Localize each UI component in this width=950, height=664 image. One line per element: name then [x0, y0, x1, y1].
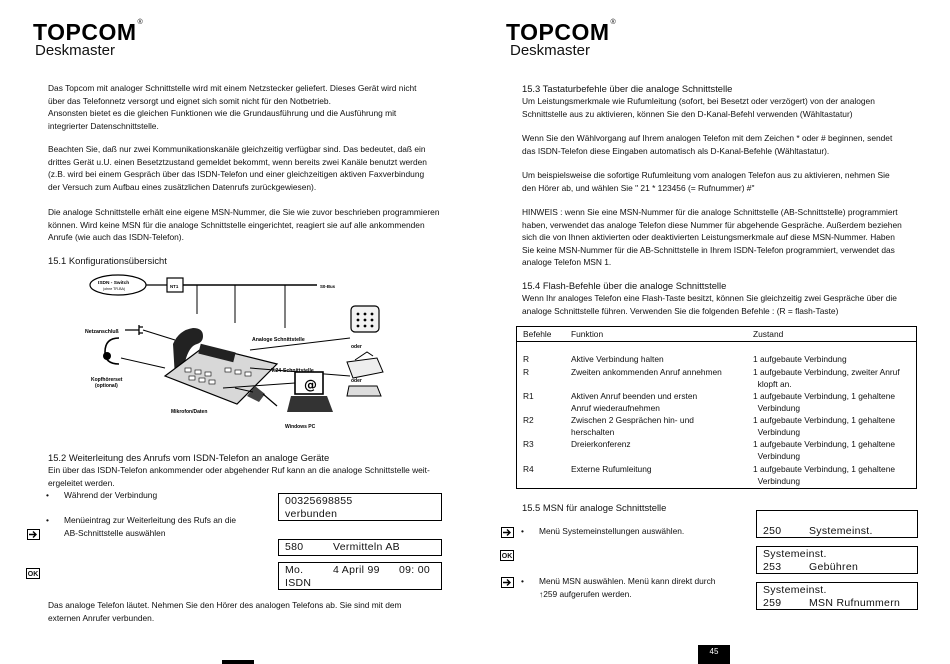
- product-name-right: Deskmaster: [510, 42, 591, 59]
- lcd-display-transfer: 580 Vermitteln AB: [278, 539, 442, 556]
- label-nt1: NT1: [170, 284, 179, 289]
- label-oder-1: oder: [351, 344, 362, 350]
- flash-intro-paragraph: Wenn Ihr analoges Telefon eine Flash-Taste besitzt, können Sie gleichzeitig zwei Gespräche über die analoge Schnittstelle führen. Verwenden Sie die folgenden Befehle : (R = flash-Taste): [522, 293, 897, 316]
- label-s0-bus: S0-Bus: [320, 284, 336, 289]
- intro-paragraph: Das Topcom mit analoger Schnittstelle wird mit einem Netzstecker geliefert. Dieses Gerät wird nicht über das Telefonnetz versorgt und eignet sich somit nicht für den Notbetrieb. Ansonsten bietet es die gleichen Funktionen wie die Grundausführung und die Ausführung mit integrierter Datenschnittstelle.: [48, 83, 417, 131]
- arrow-up-icon: ↑: [539, 588, 544, 599]
- lcd-display-connected: 00325698855 verbunden: [278, 493, 442, 521]
- bullet-select-settings: • Menü Systemeinstellungen auswählen.: [539, 525, 684, 538]
- brand-logo-right: TOPCOM®: [506, 19, 617, 45]
- label-headset: Kopfhörerset: [91, 377, 123, 383]
- lcd-display-charges: Systemeinst. 253 Gebühren: [756, 546, 918, 574]
- bullet-select-msn: • Menü MSN auswählen. Menü kann direkt durch ↑259 aufgerufen werden.: [539, 575, 749, 600]
- modem-icon: [347, 386, 381, 396]
- section-15-2-heading: 15.2 Weiterleitung des Anrufs vom ISDN-Telefon an analoge Geräte: [48, 452, 330, 463]
- power-plug-icon: [125, 325, 143, 335]
- label-oder-2: oder: [351, 378, 362, 384]
- label-mikrofon: Mikrofon/Daten: [171, 409, 208, 415]
- page-number: 45: [698, 645, 730, 664]
- bullet-forward-menu: • Menüeintrag zur Weiterleitung des Rufs an die AB-Schnittstelle auswählen: [64, 514, 264, 539]
- channels-paragraph: Beachten Sie, daß nur zwei Kommunikationskanäle gleichzeitig verfügbar sind. Das bedeutet, daß ein drittes Gerät u.U. einen Besetztzustand gemeldet bekommt, wenn bereits zwei Kanäle benutzt werden (z.B. wird bei einem Gespräch über das ISDN-Telefon und einer gleichzeitigen aktiven Faxverbindung der Versuch zum Aufbau eines zusätzlichen Datenrufs zurückgewiesen).: [48, 144, 427, 192]
- arrow-right-icon: [501, 577, 514, 588]
- product-name-left: Deskmaster: [35, 42, 116, 59]
- hint-paragraph: HINWEIS : wenn Sie eine MSN-Nummer für die analoge Schnittstelle (AB-Schnittstelle) programmiert haben, verwendet das analoge Telefon diese Nummer für abgehende Gespräche. Außerdem beziehen sich die von Ihnen aktivierten oder deaktivierten Leistungsmerkmale auf diese MSN-Nummer. Haben Sie keine MSN-Nummer für die AB-Schnittstelle in Ihrem ISDN-Telefon programmiert, verwendet das analoge Telefon MSN 1.: [522, 207, 902, 268]
- ok-key-icon: OK: [500, 550, 514, 561]
- arrow-right-icon: [27, 529, 40, 540]
- brand-logo-left: TOPCOM®: [33, 19, 144, 45]
- table-header-commands: Befehle: [523, 329, 552, 339]
- label-isdn-switch: ISDN - Switch: [98, 281, 130, 286]
- section-15-5-heading: 15.5 MSN für analoge Schnittstelle: [522, 502, 667, 513]
- section-15-4-heading: 15.4 Flash-Befehle über die analoge Schnittstelle: [522, 280, 727, 291]
- example-paragraph: Um beispielsweise die sofortige Rufumleitung vom analogen Telefon aus zu aktivieren, nehmen Sie den Hörer ab, und wählen Sie " 21 * 123456 (= Rufnummer) #": [522, 170, 890, 193]
- label-netzanschluss: Netzanschluß: [85, 329, 119, 335]
- star-hash-paragraph: Wenn Sie den Wählvorgang auf Ihrem analogen Telefon mit dem Zeichen * oder # beginnen, sendet das ISDN-Telefon diese Eingaben automatisch als D-Kanal-Befehle (Wähltastatur).: [522, 133, 893, 156]
- keypad-commands-intro: Um Leistungsmerkmale wie Rufumleitung (sofort, bei Besetzt oder verzögert) von der analogen Schnittstelle aus zu aktivieren, können Sie den D-Kanal-Befehl verwenden (Wähltastatur): [522, 96, 875, 119]
- headset-icon: [105, 338, 119, 364]
- configuration-diagram: [85, 268, 405, 438]
- page-number-tab-left: [222, 660, 254, 664]
- lcd-display-date: Mo. 4 April 99 09: 00 ISDN: [278, 562, 442, 590]
- section-15-3-heading: 15.3 Tastaturbefehle über die analoge Schnittstelle: [522, 83, 733, 94]
- section-15-2-text: Ein über das ISDN-Telefon ankommender oder abgehender Ruf kann an die analoge Schnittstelle weit- ergeleitet werden.: [48, 465, 430, 488]
- label-isdn-switch-sub: (ohne TR-BA): [103, 287, 126, 291]
- ok-key-icon: OK: [26, 568, 40, 579]
- closing-paragraph: Das analoge Telefon läutet. Nehmen Sie den Hörer des analogen Telefons ab. Sie sind mit dem externen Anrufer verbunden.: [48, 600, 402, 623]
- label-headset-optional: (optional): [95, 383, 118, 389]
- table-header-state: Zustand: [753, 329, 784, 339]
- fax-icon: [347, 358, 383, 378]
- pc-keyboard-icon: [287, 396, 333, 412]
- svg-text:@: @: [304, 378, 317, 393]
- label-v24: V.24-Schnittstelle: [271, 368, 314, 374]
- bullet-during-call: • Während der Verbindung: [64, 489, 157, 502]
- table-header-function: Funktion: [571, 329, 604, 339]
- lcd-display-system-settings: 250 Systemeinst.: [756, 510, 918, 538]
- table-header-divider: [516, 341, 917, 342]
- label-analog-interface: Analoge Schnittstelle: [252, 337, 305, 343]
- arrow-right-icon: [501, 527, 514, 538]
- lcd-display-msn-numbers: Systemeinst. 259 MSN Rufnummern: [756, 582, 918, 610]
- label-windows-pc: Windows PC: [285, 424, 316, 430]
- section-15-1-heading: 15.1 Konfigurationsübersicht: [48, 255, 167, 266]
- msn-paragraph: Die analoge Schnittstelle erhält eine eigene MSN-Nummer, die Sie wie zuvor beschrieben programmieren können. Wird keine MSN für die analoge Schnittstelle eingerichtet, reagiert sie auf alle ankommenden Anrufe (wie auch das ISDN-Telefon).: [48, 207, 440, 243]
